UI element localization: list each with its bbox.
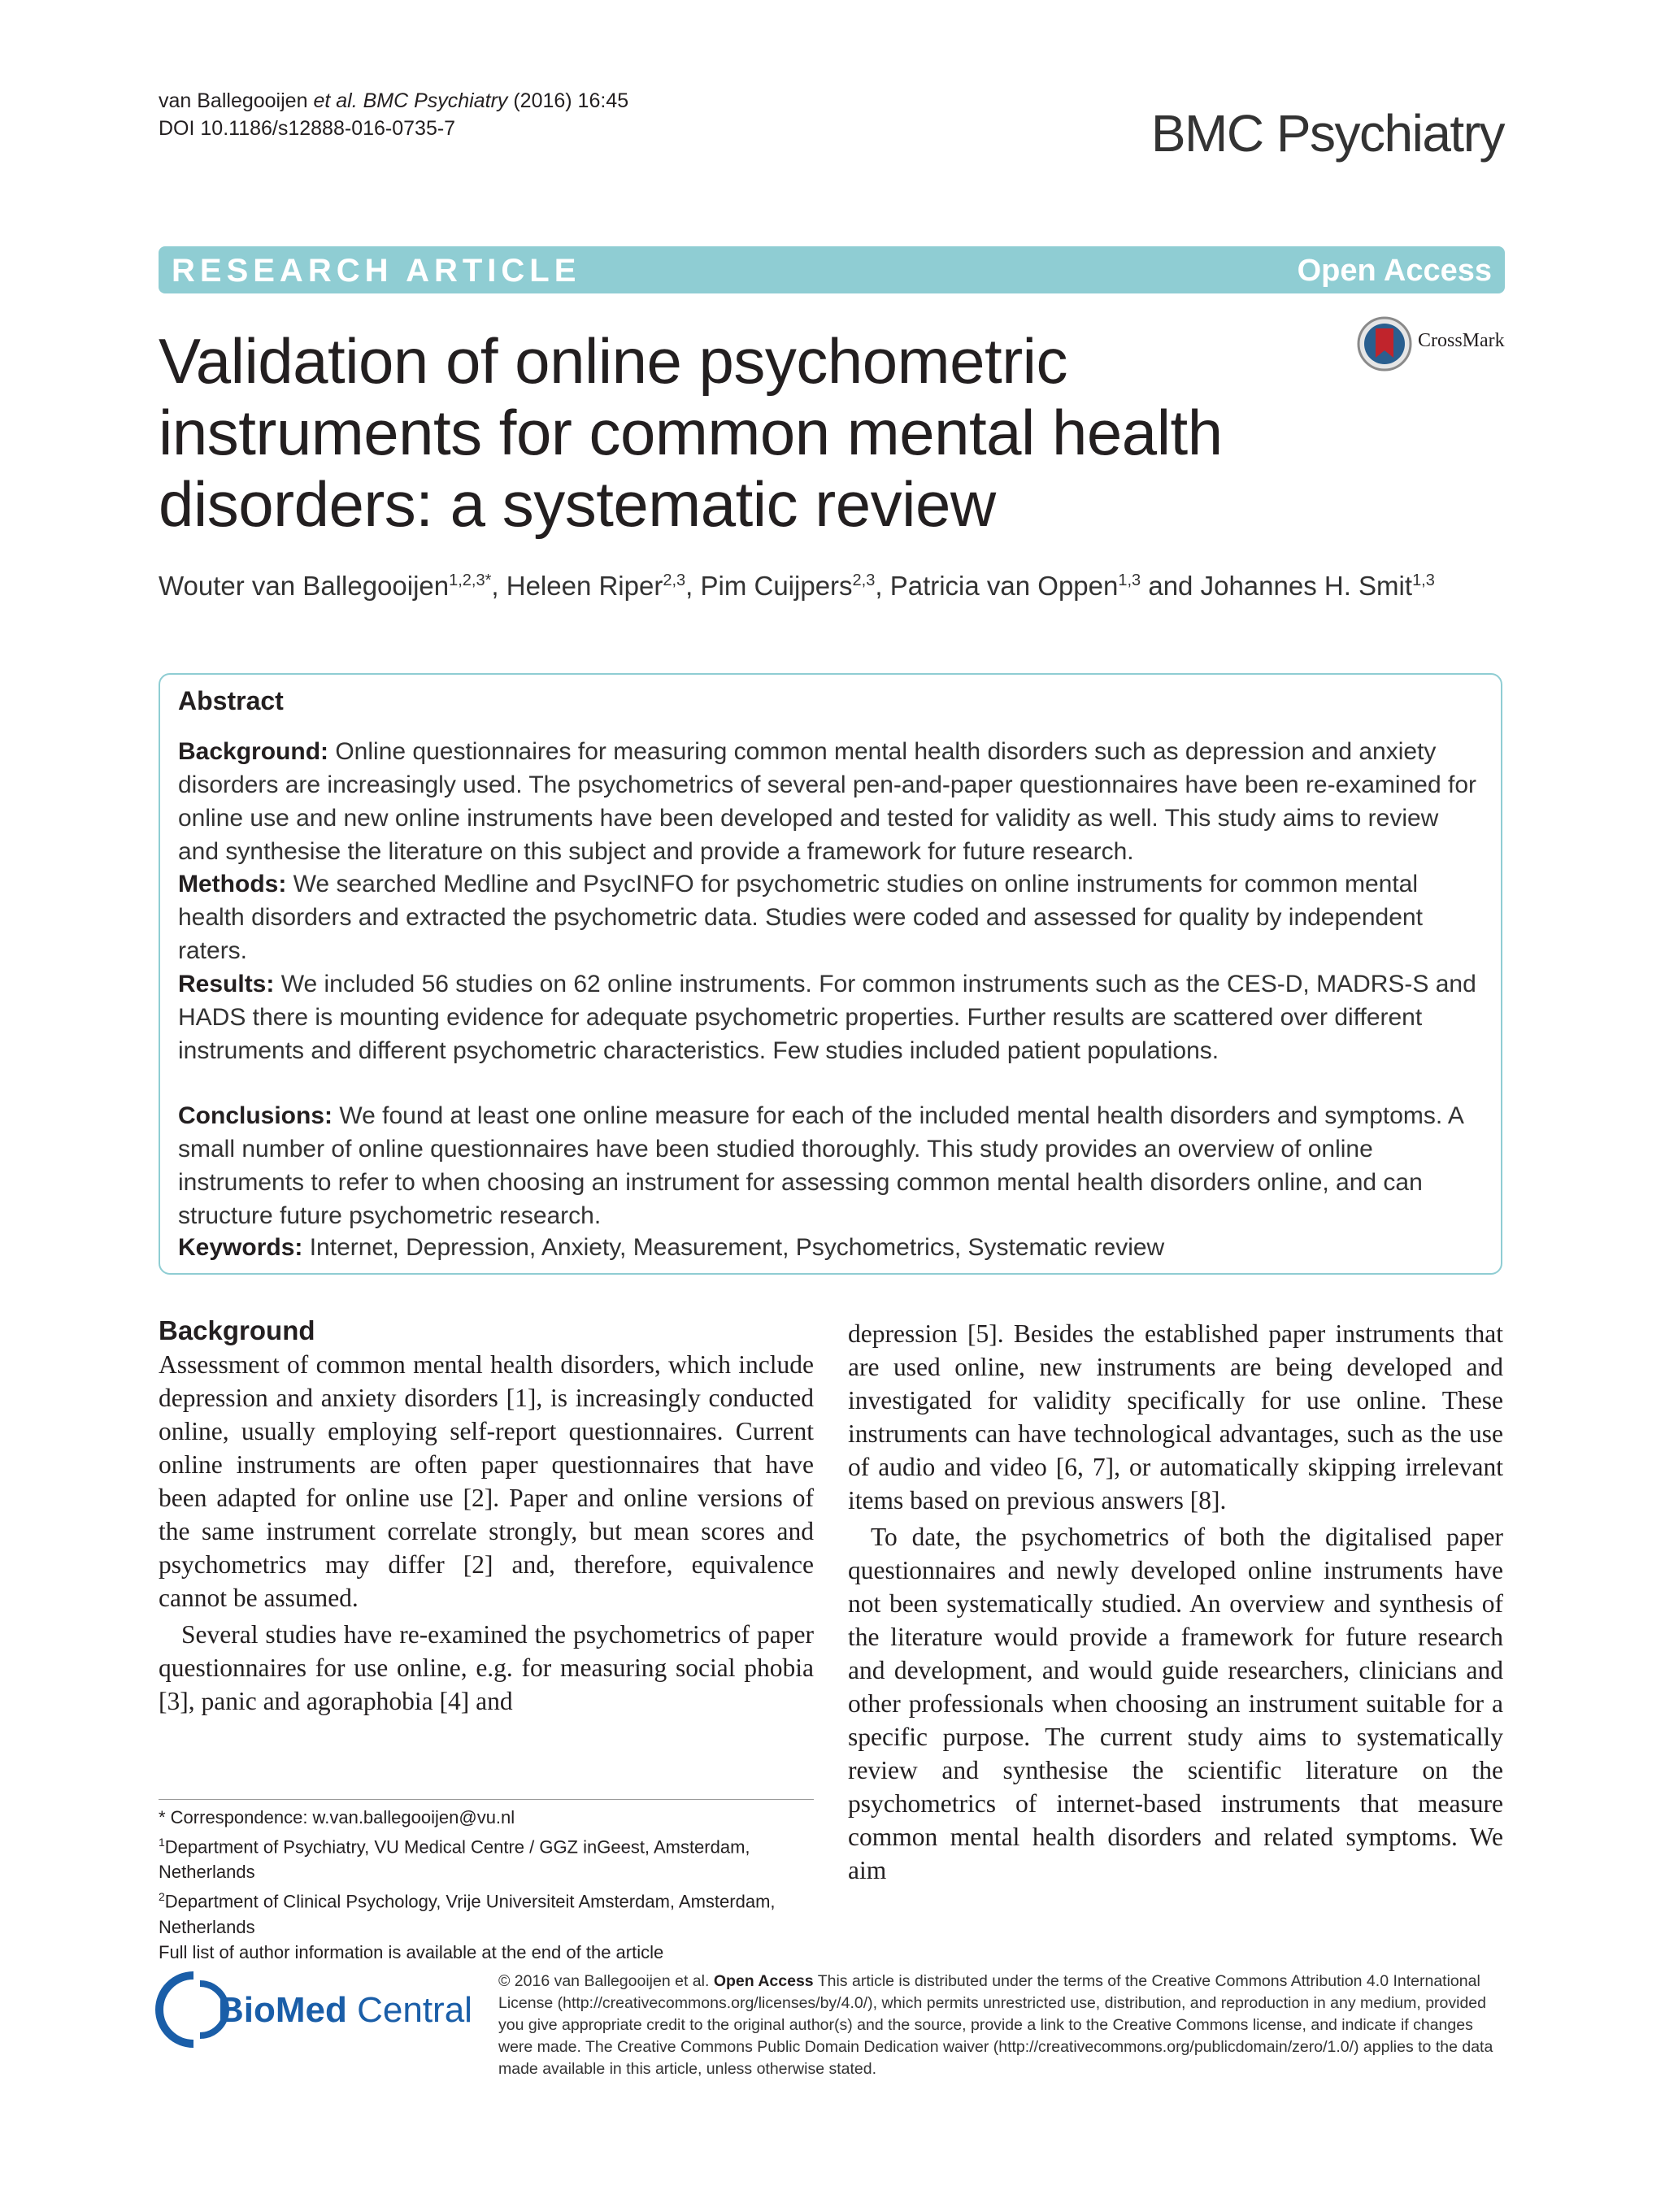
author-separator: and (1141, 571, 1201, 601)
abstract-results: Results: We included 56 studies on 62 online instruments. For common instruments such as the CES-D, MADRS-S and HADS there is mounting evidence for adequate psychometric properties. Further results are scattered over different instruments and different psychometric characteristics. Few studies included patient populations. (178, 971, 1476, 1064)
affiliation-1: $^1$Department of Psychiatry, VU Medical Centre / GGZ inGeest, Amsterdam, Netherlands (159, 1836, 750, 1883)
article-title: Validation of online psychometric instruments for common mental health disorders: a systematic review (159, 325, 1223, 540)
logo-text-biomed: BioMed (218, 1990, 347, 2030)
biomed-central-logo[interactable] (154, 1969, 480, 2050)
author-affiliation: 1,2,3* (449, 571, 492, 589)
abstract-box (159, 673, 1502, 1275)
open-access-label: Open Access (1297, 254, 1492, 288)
author-separator: , (491, 571, 506, 601)
author-name: Patricia van Oppen (889, 571, 1119, 601)
abstract-heading: Abstract (178, 686, 284, 715)
author-list (159, 567, 1508, 605)
logo-text-central: Central (346, 1990, 472, 2030)
abstract-background: Background: Online questionnaires for measuring common mental health disorders such as depression and anxiety disorders are increasingly used. The psychometrics of several pen-and-paper questionnaires have been re-examined for online use and new online instruments have been developed and tested for validity as well. This study aims to review and synthesise the literature on this subject and provide a framework for future research. (178, 738, 1476, 865)
affiliation-2: $^2$Department of Clinical Psychology, Vrije Universiteit Amsterdam, Amsterdam, Netherlands (159, 1890, 776, 1937)
journal-name: BMC Psychiatry (1150, 104, 1504, 163)
article-type-banner (159, 246, 1505, 293)
author-name: Heleen Riper (506, 571, 663, 601)
author-affiliation: 2,3 (663, 571, 686, 589)
abstract-keywords: Keywords: Internet, Depression, Anxiety, Measurement, Psychometrics, Systematic review (178, 1234, 1165, 1261)
body-paragraph: Assessment of common mental health disorders, which include depression and anxiety disorders [1], is increasingly conducted online, usually employing self-report questionnaires. Current online instruments are often paper questionnaires that have been adapted for online use [2]. Paper and online versions of the same instrument correlate strongly, but mean scores and psychometrics may differ [2] and, therefore, equivalence cannot be assumed. (159, 1350, 814, 1612)
author-separator: , (875, 571, 890, 601)
footnote-divider (159, 1799, 814, 1800)
crossmark-badge[interactable] (1356, 315, 1511, 372)
crossmark-label: CrossMark (1418, 330, 1505, 351)
author-affiliation: 2,3 (852, 571, 876, 589)
body-paragraph: To date, the psychometrics of both the digitalised paper questionnaires and newly developed online instruments have not been systematically studied. An overview and synthesis of the literature would provide a framework for future research and development, and would guide researchers, clinicians and other professionals when choosing an instrument suitable for a specific purpose. The current study aims to systematically review and synthesise the scientific literature on the psychometrics of internet-based instruments that measure common mental health disorders and related symptoms. We aim (848, 1523, 1503, 1884)
author-affiliation: 1,3 (1118, 571, 1141, 589)
abstract-conclusions: Conclusions: We found at least one online measure for each of the included mental health disorders and symptoms. A small number of online questionnaires have been studied thoroughly. This study provides an overview of online instruments to refer to when choosing an instrument for assessing common mental health disorders online, and can structure future psychometric research. (178, 1102, 1463, 1229)
author-affiliation: 1,3 (1412, 571, 1435, 589)
body-left-column (159, 1314, 814, 1718)
license-statement: © 2016 van Ballegooijen et al. Open Access This article is distributed under the terms of the Creative Commons Attribution 4.0 International License (http://creativecommons.org/licenses/by/4.0/), which permits unrestricted use, distribution, and reproduction in any medium, provided you give appropriate credit to the original author(s) and the source, provide a link to the Creative Commons license, and indicate if changes were made. The Creative Commons Public Domain Dedication waiver (http://creativecommons.org/publicdomain/zero/1.0/) applies to the data made available in this article, unless otherwise stated. (498, 1972, 1493, 2078)
author-name: Wouter van Ballegooijen (159, 571, 450, 601)
author-name: Pim Cuijpers (700, 571, 853, 601)
doi[interactable]: DOI 10.1186/s12888-016-0735-7 (159, 117, 456, 140)
author-name: Johannes H. Smit (1200, 571, 1413, 601)
correspondence-note[interactable]: * Correspondence: w.van.ballegooijen@vu.nl (159, 1807, 515, 1827)
footnotes (159, 1805, 814, 1965)
author-info-note: Full list of author information is available at the end of the article (159, 1941, 664, 1962)
body-right-column (848, 1317, 1503, 1887)
crossmark-icon (1356, 315, 1413, 372)
section-heading: Background (159, 1315, 315, 1345)
running-citation: van Ballegooijen et al. BMC Psychiatry (2016) 16:45 (159, 89, 629, 112)
article-type-label: RESEARCH ARTICLE (172, 253, 581, 289)
author-separator: , (685, 571, 701, 601)
abstract-methods: Methods: We searched Medline and PsycINFO for psychometric studies on online instruments for common mental health disorders and extracted the psychometric data. Studies were coded and assessed for quality by independent raters. (178, 871, 1423, 964)
body-paragraph: depression [5]. Besides the established paper instruments that are used online, new instruments are being developed and investigated for validity specifically for use online. These instruments can have technological advantages, such as the use of audio and video [6, 7], or automatically skipping irrelevant items based on previous answers [8]. (848, 1319, 1503, 1515)
body-paragraph: Several studies have re-examined the psychometrics of paper questionnaires for use online, e.g. for measuring social phobia [3], panic and agoraphobia [4] and (159, 1620, 814, 1715)
